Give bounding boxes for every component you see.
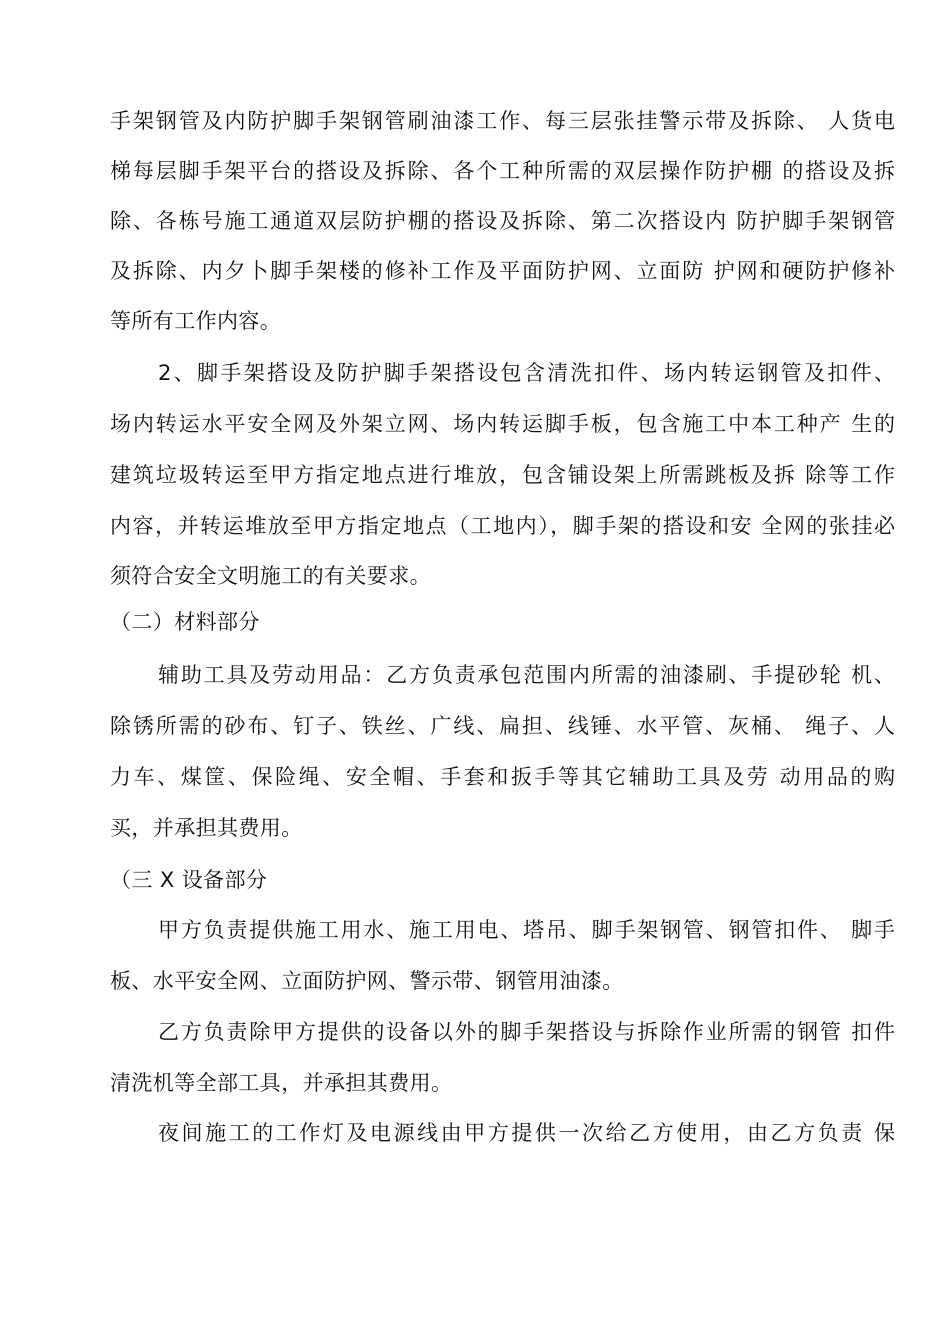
paragraph-2-line-3: 建筑垃圾转运至甲方指定地点进行堆放，包含铺设架上所需跳板及拆 除等工作 bbox=[110, 463, 895, 487]
body-text-line-3: 除、各栋号施工通道双层防护棚的搭设及拆除、第二次搭设内 防护脚手架钢管 bbox=[110, 209, 895, 233]
body-text-line-5: 等所有工作内容。 bbox=[110, 309, 282, 333]
body-text-line-4: 及拆除、内夕卜脚手架楼的修补工作及平面防护网、立面防 护网和硬防护修补 bbox=[110, 259, 895, 283]
equipment-paragraph-1-line-1: 甲方负责提供施工用水、施工用电、塔吊、脚手架钢管、钢管扣件、 脚手 bbox=[158, 918, 895, 942]
section-heading-equipment: （三 X 设备部分 bbox=[110, 868, 268, 892]
equipment-paragraph-3-line-1: 夜间施工的工作灯及电源线由甲方提供一次给乙方使用，由乙方负责 保 bbox=[158, 1121, 895, 1145]
paragraph-2-line-1: 2、脚手架搭设及防护脚手架搭设包含清洗扣件、场内转运钢管及扣件、 bbox=[158, 361, 895, 385]
paragraph-2-line-5: 须符合安全文明施工的有关要求。 bbox=[110, 564, 431, 588]
materials-paragraph-line-3: 力车、煤筐、保险绳、安全帽、手套和扳手等其它辅助工具及劳 动用品的购 bbox=[110, 765, 895, 789]
section-heading-materials: （二）材料部分 bbox=[110, 610, 260, 634]
body-text-line-2: 梯每层脚手架平台的搭设及拆除、各个工种所需的双层操作防护棚 的搭设及拆 bbox=[110, 159, 895, 183]
materials-paragraph-line-1: 辅助工具及劳动用品：乙方负责承包范围内所需的油漆刷、手提砂轮 机、 bbox=[158, 663, 895, 687]
materials-paragraph-line-4: 买，并承担其费用。 bbox=[110, 816, 303, 840]
materials-paragraph-line-2: 除锈所需的砂布、钉子、铁丝、广线、扁担、线锤、水平管、灰桶、 绳子、人 bbox=[110, 714, 895, 738]
equipment-paragraph-2-line-1: 乙方负责除甲方提供的设备以外的脚手架搭设与拆除作业所需的钢管 扣件 bbox=[158, 1020, 895, 1044]
paragraph-2-line-4: 内容，并转运堆放至甲方指定地点（工地内），脚手架的搭设和安 全网的张挂必 bbox=[110, 514, 895, 538]
body-text-line-1: 手架钢管及内防护脚手架钢管刷油漆工作、每三层张挂警示带及拆除、 人货电 bbox=[110, 109, 895, 133]
equipment-paragraph-1-line-2: 板、水平安全网、立面防护网、警示带、钢管用油漆。 bbox=[110, 969, 624, 993]
paragraph-2-line-2: 场内转运水平安全网及外架立网、场内转运脚手板，包含施工中本工种产 生的 bbox=[110, 412, 895, 436]
equipment-paragraph-2-line-2: 清洗机等全部工具，并承担其费用。 bbox=[110, 1071, 453, 1095]
